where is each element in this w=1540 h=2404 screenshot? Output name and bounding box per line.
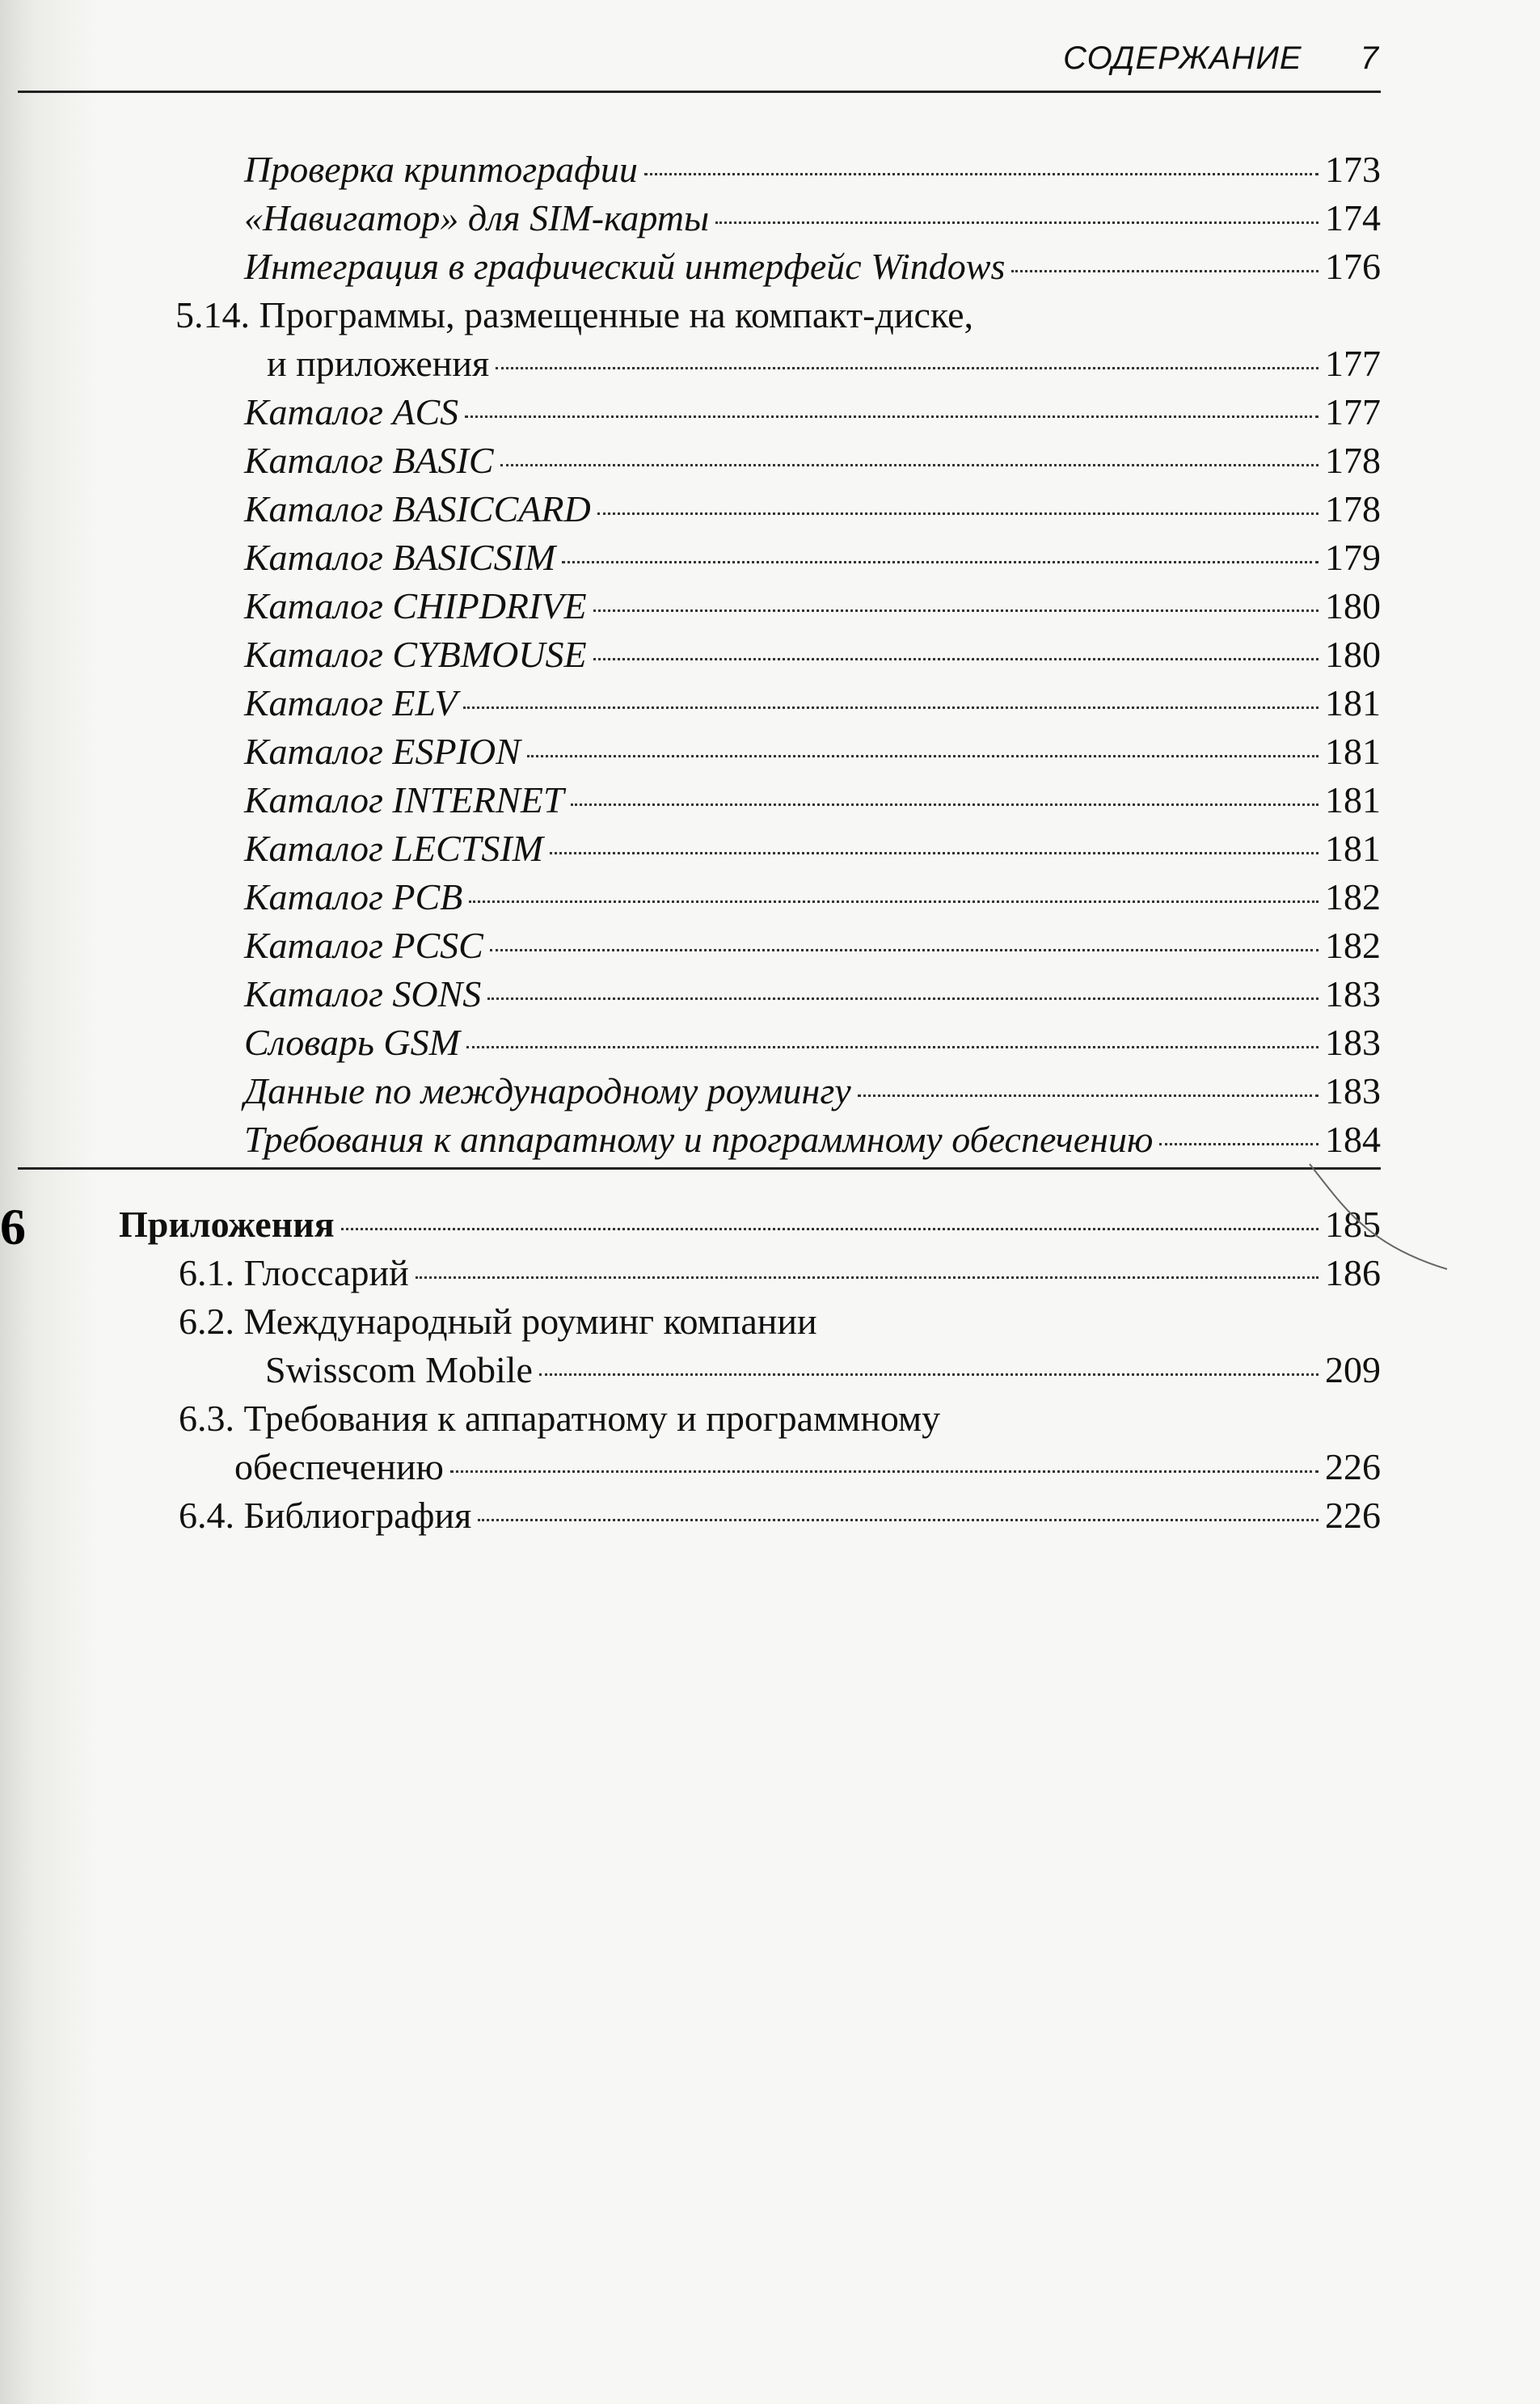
- leader-dots: [496, 367, 1318, 369]
- toc-entry-label: Словарь GSM: [244, 1022, 460, 1063]
- toc-entry: [244, 388, 1381, 437]
- toc-entry: [179, 1249, 1381, 1297]
- leader-dots: [597, 512, 1318, 515]
- toc-entry-label: Каталог BASICSIM: [244, 537, 556, 578]
- toc-entry-page: 180: [1325, 634, 1381, 675]
- toc-entry-page: 183: [1325, 973, 1381, 1014]
- toc-entry-label: Каталог CYBMOUSE: [244, 634, 587, 675]
- toc-entry-page: 174: [1325, 197, 1381, 238]
- toc-entry-page: 176: [1325, 246, 1381, 287]
- chapter-number: 6: [0, 1198, 26, 1255]
- leader-dots: [490, 949, 1318, 951]
- toc-entry-page: 177: [1325, 391, 1381, 432]
- toc-entry-label: 5.14. Программы, размещенные на компакт-диске,: [175, 294, 974, 335]
- toc-entry-page: 209: [1325, 1349, 1381, 1390]
- toc-entry-page: 226: [1325, 1446, 1381, 1487]
- toc-chapter-entry: [119, 1200, 1381, 1249]
- toc-entry-label: Приложения: [119, 1204, 335, 1245]
- leader-dots: [463, 706, 1318, 709]
- toc-entry-page: 182: [1325, 876, 1381, 917]
- toc-entry: [265, 1346, 1381, 1394]
- toc-entry-label: 6.1. Глоссарий: [179, 1252, 409, 1293]
- toc-entry-label: Интеграция в графический интерфейс Windows: [244, 246, 1006, 287]
- toc-entry-page: 186: [1325, 1252, 1381, 1293]
- toc-entry: [179, 1491, 1381, 1540]
- toc-entry-label: обеспечению: [234, 1446, 444, 1487]
- toc-entry-label: Каталог CHIPDRIVE: [244, 585, 587, 626]
- toc-entry-page: 184: [1325, 1119, 1381, 1160]
- toc-entry-label: Каталог SONS: [244, 973, 482, 1014]
- leader-dots: [341, 1228, 1318, 1230]
- leader-dots: [1159, 1143, 1318, 1145]
- leader-dots: [527, 755, 1318, 757]
- toc-entry: [234, 1443, 1381, 1491]
- running-head-title: СОДЕРЖАНИЕ: [1063, 40, 1302, 76]
- toc-entry-label: «Навигатор» для SIM-карты: [244, 197, 710, 238]
- leader-dots: [466, 1046, 1318, 1048]
- toc-entry: [244, 873, 1381, 922]
- leader-dots: [593, 609, 1318, 612]
- toc-entry-label: Каталог BASIC: [244, 440, 494, 481]
- chapter-rule: [18, 1167, 1381, 1170]
- leader-dots: [593, 658, 1318, 660]
- toc-entry: [244, 970, 1381, 1019]
- toc-entry-label: Swisscom Mobile: [265, 1349, 533, 1390]
- toc-entry: [244, 922, 1381, 970]
- toc-entry-label: Каталог INTERNET: [244, 779, 564, 820]
- leader-dots: [469, 900, 1318, 903]
- toc-entry-page: 181: [1325, 682, 1381, 723]
- toc-entry: [244, 728, 1381, 776]
- toc-entry-label: Каталог ACS: [244, 391, 459, 432]
- toc-entry-page: 185: [1325, 1204, 1381, 1245]
- toc-entry-page: 181: [1325, 731, 1381, 772]
- toc-entry: [244, 194, 1381, 243]
- toc-entry: [244, 534, 1381, 582]
- leader-dots: [644, 173, 1318, 175]
- toc-entry-label: Каталог LECTSIM: [244, 828, 543, 869]
- toc-entry-label: Каталог ELV: [244, 682, 458, 723]
- toc-entry-page: 178: [1325, 440, 1381, 481]
- toc-entry-page: 181: [1325, 779, 1381, 820]
- toc-entry-label: Каталог PCB: [244, 876, 463, 917]
- running-head: [970, 40, 1379, 77]
- toc-entry-label: Данные по международному роумингу: [244, 1070, 851, 1111]
- leader-dots: [465, 415, 1318, 418]
- toc-entry-label: Проверка криптографии: [244, 149, 638, 190]
- toc-entry: [244, 1019, 1381, 1067]
- toc-section-heading: [179, 1297, 1381, 1346]
- toc-entry: [244, 485, 1381, 534]
- toc-entry: [244, 776, 1381, 825]
- toc-entry-label: 6.4. Библиография: [179, 1495, 472, 1536]
- toc-entry: [244, 243, 1381, 291]
- toc-entry-page: 183: [1325, 1022, 1381, 1063]
- leader-dots: [500, 464, 1318, 466]
- toc-entry: [244, 582, 1381, 631]
- toc-entry-label: Требования к аппаратному и программному обеспечению: [244, 1119, 1154, 1160]
- toc-entry-page: 180: [1325, 585, 1381, 626]
- toc-entry-page: 173: [1325, 149, 1381, 190]
- toc-entry-page: 178: [1325, 488, 1381, 529]
- leader-dots: [550, 852, 1318, 854]
- running-head-page-number: 7: [1360, 40, 1379, 76]
- toc-entry-page: 226: [1325, 1495, 1381, 1536]
- toc-entry: [244, 631, 1381, 679]
- toc-entry: [267, 340, 1381, 388]
- toc-entry: [244, 1116, 1381, 1164]
- toc-entry-label: Каталог BASICCARD: [244, 488, 591, 529]
- leader-dots: [450, 1470, 1318, 1473]
- leader-dots: [416, 1276, 1318, 1279]
- toc-entry-label: и приложения: [267, 343, 490, 384]
- leader-dots: [562, 561, 1318, 563]
- toc-entry-page: 183: [1325, 1070, 1381, 1111]
- toc-entry: [244, 146, 1381, 194]
- header-rule: [18, 91, 1381, 93]
- toc-entry: [244, 437, 1381, 485]
- leader-dots: [858, 1094, 1318, 1097]
- toc-section-heading: [179, 1394, 1381, 1443]
- toc-entry-page: 177: [1325, 343, 1381, 384]
- toc-entry-page: 179: [1325, 537, 1381, 578]
- leader-dots: [478, 1519, 1318, 1521]
- leader-dots: [539, 1373, 1318, 1376]
- toc-entry-page: 182: [1325, 925, 1381, 966]
- pencil-mark: [1293, 1156, 1455, 1277]
- toc-entry-label: Каталог ESPION: [244, 731, 521, 772]
- toc-entry-label: Каталог PCSC: [244, 925, 483, 966]
- toc-entry-page: 181: [1325, 828, 1381, 869]
- leader-dots: [715, 221, 1318, 224]
- leader-dots: [571, 803, 1318, 806]
- toc-entry: [244, 1067, 1381, 1116]
- toc-entry: [244, 825, 1381, 873]
- leader-dots: [1011, 270, 1318, 272]
- toc-entry-label: 6.2. Международный роуминг компании: [179, 1301, 817, 1342]
- toc-entry: [244, 679, 1381, 728]
- leader-dots: [487, 997, 1318, 1000]
- toc-section-heading: [175, 291, 1381, 340]
- toc-entry-label: 6.3. Требования к аппаратному и программному: [179, 1398, 941, 1439]
